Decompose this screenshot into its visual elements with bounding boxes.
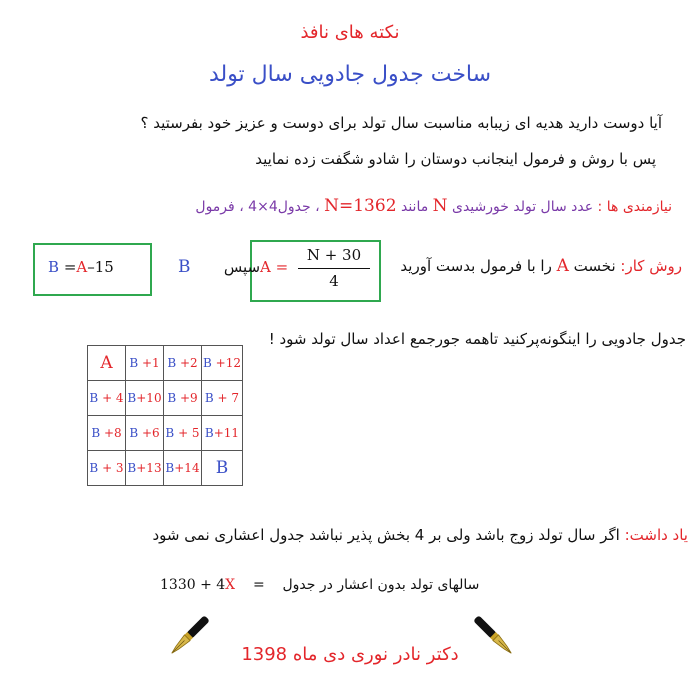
table-cell: B (202, 451, 243, 486)
requirement-var-n: N (432, 196, 448, 216)
intro-line-2: پس با روش و فرمول اینجانب دوستان را شادو شگفت زده نمایید (255, 150, 656, 168)
table-row (88, 381, 243, 416)
table-cell: B +6 (126, 416, 164, 451)
method-line (400, 256, 682, 276)
table-cell: A (88, 346, 126, 381)
table-cell: B +8 (88, 416, 126, 451)
non-decimal-var-x: X (225, 577, 236, 593)
formula-a (258, 246, 374, 294)
table-cell: B+11 (202, 416, 243, 451)
then-word: سپس (223, 258, 261, 276)
table-cell: B + 5 (164, 416, 202, 451)
table-cell: B + 7 (202, 381, 243, 416)
table-cell: B+13 (126, 451, 164, 486)
then-line (178, 257, 260, 277)
then-var-b: B (178, 257, 191, 277)
table-cell: B + 3 (88, 451, 126, 486)
requirement-table: جدول4×4 (248, 199, 311, 215)
non-decimal-years-line (160, 577, 479, 593)
formula-b (48, 258, 114, 276)
table-cell: B +12 (202, 346, 243, 381)
table-row (88, 346, 243, 381)
method-var-a: A (556, 256, 569, 276)
page-subtitle: ساخت جدول جادویی سال تولد (208, 62, 492, 87)
requirement-formula: فرمول (195, 199, 235, 215)
signature: دکتر نادر نوری دی ماه 1398 (241, 644, 459, 665)
non-decimal-text: سالهای تولد بدون اعشار در جدول (282, 577, 480, 593)
formula-b-lhs: B (48, 258, 60, 276)
table-row (88, 451, 243, 486)
formula-b-rest: –15 (87, 258, 114, 276)
requirements-label: نیازمندی ها : (597, 199, 672, 215)
note-line (153, 526, 689, 544)
non-decimal-formula: 1330 + 4 (160, 577, 226, 593)
magic-square-table (87, 345, 243, 486)
formula-a-lhs: A = (260, 258, 289, 276)
separator-2: ، (239, 199, 244, 215)
note-label: یاد داشت: (624, 526, 688, 544)
method-text-before: نخست (573, 257, 616, 275)
formula-b-var-a: A (76, 258, 88, 276)
fraction-bar (298, 268, 370, 269)
intro-line-1: آیا دوست دارید هدیه ای زیبابه مناسبت سال تولد برای دوست و عزیز خود بفرستید ؟ (140, 114, 662, 132)
formula-a-numerator: N + 30 (306, 246, 362, 264)
non-decimal-eq: = (252, 577, 265, 593)
formula-a-denominator: 4 (329, 272, 339, 290)
instruction-text: جدول جادویی را اینگونه‌پرکنید تاهمه جورجمع اعداد سال تولد شود ! (268, 330, 686, 348)
formula-b-eq: = (63, 258, 77, 276)
table-row (88, 416, 243, 451)
example-word: مانند (400, 199, 429, 215)
separator: ، (315, 199, 320, 215)
requirement-year: عدد سال تولد خورشیدی (451, 199, 594, 215)
page-title: نکته های نافذ (300, 22, 400, 43)
table-cell: B +2 (164, 346, 202, 381)
note-text: اگر سال تولد زوج باشد ولی بر 4 بخش پذیر نباشد جدول اعشاری نمی شود (152, 526, 620, 544)
method-text-after: را با فرمول بدست آورید (400, 257, 552, 275)
example-value: N=1362 (324, 196, 397, 216)
table-cell: B +1 (126, 346, 164, 381)
table-cell: B +9 (164, 381, 202, 416)
table-cell: B + 4 (88, 381, 126, 416)
table-cell: B+14 (164, 451, 202, 486)
method-label: روش کار: (620, 257, 682, 275)
requirements-line (195, 196, 672, 216)
table-cell: B+10 (126, 381, 164, 416)
